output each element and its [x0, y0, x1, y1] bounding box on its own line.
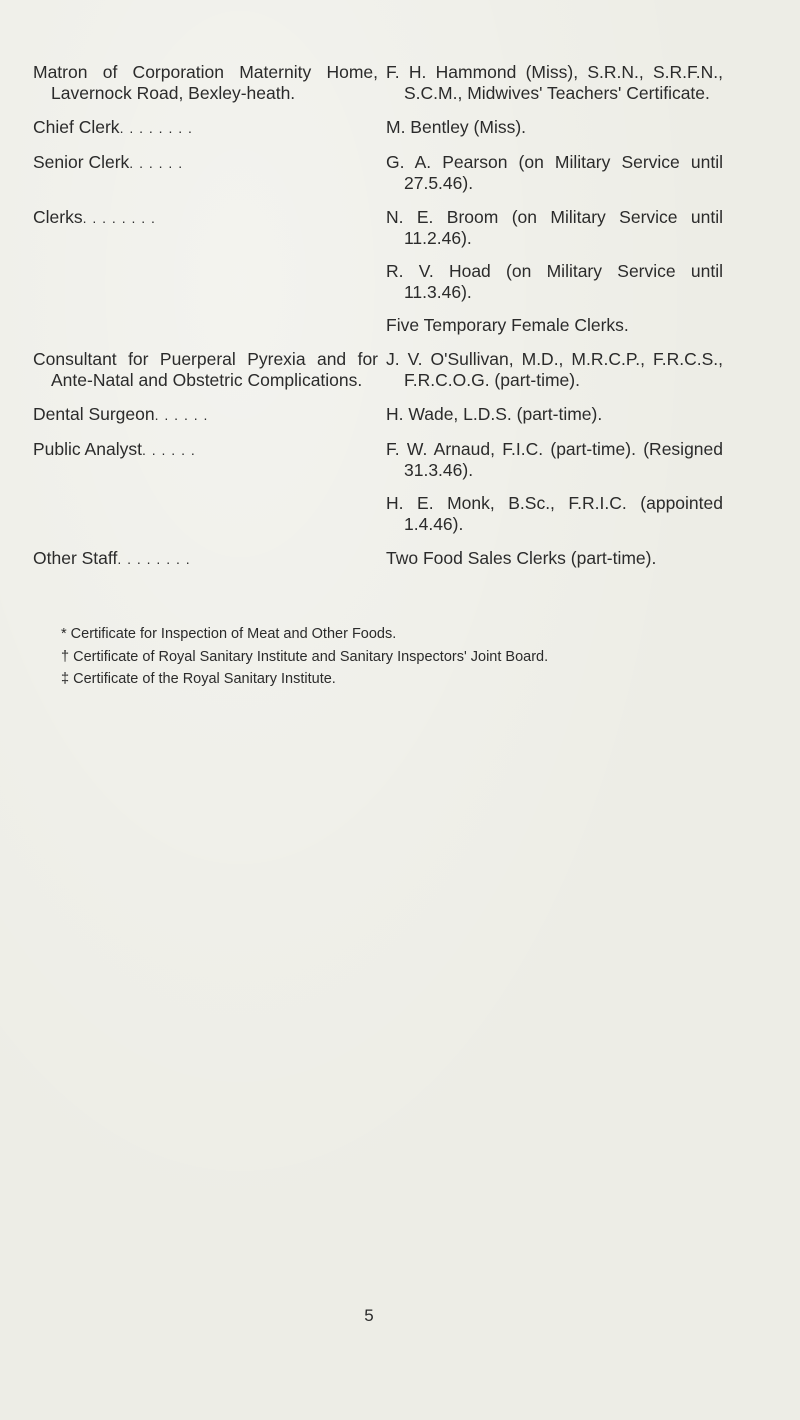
staff-entry-senior-clerk	[33, 152, 723, 194]
role-holders	[378, 404, 723, 425]
leader-dots: . . . . . . . .	[119, 120, 193, 136]
role-label: Other Staff	[33, 548, 118, 568]
holder-name: H. E. Monk, B.Sc., F.R.I.C. (appointed 1.4.46).	[386, 493, 723, 534]
role-label: Matron of Corporation Maternity Home, Lavernock Road, Bexley-heath.	[33, 62, 378, 103]
staff-entry-chief-clerk	[33, 117, 723, 139]
role-label-row	[33, 439, 378, 461]
holder-name: F. W. Arnaud, F.I.C. (part-time). (Resigned 31.3.46).	[386, 439, 723, 480]
role-label-row	[33, 117, 378, 139]
leader-dots: . . . . . .	[141, 442, 196, 458]
role-label: Clerks	[33, 207, 83, 227]
holder-name: F. H. Hammond (Miss), S.R.N., S.R.F.N., S.C.M., Midwives' Teachers' Certificate.	[386, 62, 723, 103]
role-label: Dental Surgeon	[33, 404, 155, 424]
role-label: Consultant for Puerperal Pyrexia and for Ante-Natal and Obstetric Complications.	[33, 349, 378, 390]
role-holders	[378, 117, 723, 138]
holder-name: Two Food Sales Clerks (part-time).	[386, 548, 657, 568]
holder-name: J. V. O'Sullivan, M.D., M.R.C.P., F.R.C.S., F.R.C.O.G. (part-time).	[386, 349, 723, 390]
role-holders	[378, 62, 723, 104]
footnote-sanitary-institute: ‡ Certificate of the Royal Sanitary Institute.	[61, 671, 336, 687]
role-holders	[378, 548, 723, 569]
leader-dots: . . . . . .	[129, 155, 184, 171]
role-holders	[378, 439, 723, 535]
holder-name: N. E. Broom (on Military Service until 11.2.46).	[386, 207, 723, 248]
page-number: 5	[364, 1306, 374, 1325]
staff-entry-consultant	[33, 349, 723, 391]
role-label: Chief Clerk	[33, 117, 120, 137]
role-label: Public Analyst	[33, 439, 142, 459]
staff-list	[33, 62, 723, 583]
leader-dots: . . . . . .	[154, 407, 209, 423]
footnote-joint-board: † Certificate of Royal Sanitary Institute and Sanitary Inspectors' Joint Board.	[61, 648, 549, 665]
footnotes	[61, 623, 751, 691]
staff-entry-dental-surgeon	[33, 404, 723, 426]
role-label-row	[33, 548, 378, 570]
role-holders	[378, 349, 723, 391]
holder-name: M. Bentley (Miss).	[386, 117, 527, 137]
role-label-row	[33, 404, 378, 426]
leader-dots: . . . . . . . .	[117, 551, 191, 567]
staff-entry-public-analyst	[33, 439, 723, 535]
holder-name: Five Temporary Female Clerks.	[386, 315, 629, 335]
footnote-meat-inspection: * Certificate for Inspection of Meat and Other Foods.	[61, 626, 397, 642]
staff-entry-clerks	[33, 207, 723, 336]
role-holders	[378, 152, 723, 194]
leader-dots: . . . . . . . .	[82, 210, 156, 226]
holder-name: R. V. Hoad (on Military Service until 11.3.46).	[386, 261, 723, 302]
role-holders	[378, 207, 723, 336]
holder-name: G. A. Pearson (on Military Service until 27.5.46).	[386, 152, 723, 193]
role-label-row	[33, 207, 378, 229]
staff-entry-matron	[33, 62, 723, 104]
role-label-row	[33, 152, 378, 174]
holder-name: H. Wade, L.D.S. (part-time).	[386, 404, 603, 424]
role-label: Senior Clerk	[33, 152, 130, 172]
staff-entry-other-staff	[33, 548, 723, 570]
